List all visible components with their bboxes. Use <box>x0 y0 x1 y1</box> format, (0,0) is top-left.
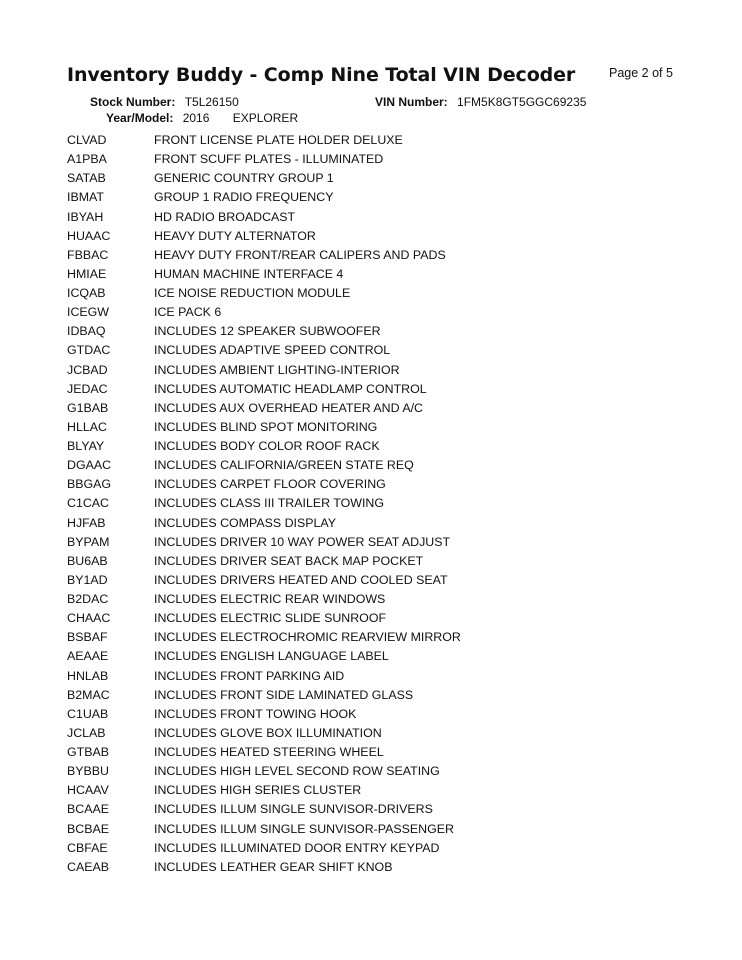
option-row <box>67 647 537 666</box>
option-code: JEDAC <box>67 381 108 396</box>
option-code: IBMAT <box>67 190 104 205</box>
option-description: INCLUDES GLOVE BOX ILLUMINATION <box>154 725 382 740</box>
vin-number-row <box>375 95 586 109</box>
option-description: INCLUDES ELECTROCHROMIC REARVIEW MIRROR <box>154 630 461 645</box>
option-row <box>67 628 537 647</box>
option-code: BSBAF <box>67 630 108 645</box>
option-description: INCLUDES HEATED STEERING WHEEL <box>154 745 384 759</box>
option-row <box>67 667 537 686</box>
option-row <box>67 590 537 609</box>
option-description: ICE NOISE REDUCTION MODULE <box>154 286 351 300</box>
year-model-label: Year/Model: <box>106 111 174 125</box>
option-code: IDBAQ <box>67 324 106 339</box>
option-row <box>67 494 537 513</box>
model-value: EXPLORER <box>232 111 299 125</box>
option-code: BYBBU <box>67 764 110 779</box>
option-row <box>67 361 537 380</box>
option-code: BU6AB <box>67 553 108 568</box>
option-row <box>67 743 537 762</box>
option-row <box>67 820 537 839</box>
option-description: INCLUDES ILLUMINATED DOOR ENTRY KEYPAD <box>154 840 440 855</box>
option-row <box>67 724 537 743</box>
option-description: INCLUDES CLASS III TRAILER TOWING <box>154 496 384 511</box>
option-description: INCLUDES AMBIENT LIGHTING-INTERIOR <box>154 362 400 377</box>
option-row <box>67 322 537 341</box>
option-row <box>67 839 537 858</box>
option-row <box>67 437 537 456</box>
option-description: ICE PACK 6 <box>154 305 222 320</box>
option-row <box>67 456 537 475</box>
option-description: INCLUDES AUX OVERHEAD HEATER AND A/C <box>154 400 423 415</box>
option-row <box>67 227 537 246</box>
option-code: B2MAC <box>67 687 110 702</box>
option-row <box>67 533 537 552</box>
option-description: INCLUDES HIGH SERIES CLUSTER <box>154 783 362 798</box>
option-row <box>67 609 537 628</box>
option-code: CAEAB <box>67 859 110 874</box>
option-code: ICEGW <box>67 305 109 320</box>
option-code: C1CAC <box>67 496 109 511</box>
option-row <box>67 475 537 494</box>
option-description: INCLUDES FRONT PARKING AID <box>154 668 345 683</box>
page-number: Page 2 of 5 <box>609 66 673 80</box>
option-row <box>67 571 537 590</box>
option-row <box>67 265 537 284</box>
option-description: INCLUDES ELECTRIC SLIDE SUNROOF <box>154 611 387 626</box>
option-row <box>67 303 537 322</box>
option-code: A1PBA <box>67 152 107 167</box>
option-row <box>67 188 537 207</box>
stock-number-row <box>90 95 239 109</box>
option-code: HJFAB <box>67 515 106 530</box>
option-code: BLYAY <box>67 439 105 453</box>
option-description: INCLUDES CARPET FLOOR COVERING <box>154 477 386 492</box>
option-code: ICQAB <box>67 286 106 300</box>
option-code: IBYAH <box>67 209 104 224</box>
option-code: BY1AD <box>67 572 108 587</box>
option-code: C1UAB <box>67 706 109 721</box>
option-description: HD RADIO BROADCAST <box>154 209 296 224</box>
option-code: AEAAE <box>67 649 109 664</box>
option-description: FRONT SCUFF PLATES - ILLUMINATED <box>154 152 384 167</box>
option-description: INCLUDES DRIVER 10 WAY POWER SEAT ADJUST <box>154 534 451 549</box>
option-description: HEAVY DUTY FRONT/REAR CALIPERS AND PADS <box>154 247 446 262</box>
option-row <box>67 514 537 533</box>
option-code: HMIAE <box>67 266 107 281</box>
option-code: GTDAC <box>67 343 111 358</box>
option-description: INCLUDES ENGLISH LANGUAGE LABEL <box>154 649 389 664</box>
option-code: FBBAC <box>67 247 109 262</box>
option-code: HNLAB <box>67 668 109 683</box>
option-description: HUMAN MACHINE INTERFACE 4 <box>154 266 344 281</box>
option-row <box>67 208 537 227</box>
option-description: INCLUDES BODY COLOR ROOF RACK <box>154 439 380 453</box>
option-row <box>67 800 537 819</box>
option-row <box>67 341 537 360</box>
option-code: CBFAE <box>67 840 108 855</box>
vin-number-value: 1FM5K8GT5GGC69235 <box>457 95 587 109</box>
option-description: INCLUDES CALIFORNIA/GREEN STATE REQ <box>154 458 414 473</box>
option-description: INCLUDES DRIVER SEAT BACK MAP POCKET <box>154 553 424 568</box>
option-description: INCLUDES ADAPTIVE SPEED CONTROL <box>154 343 391 358</box>
year-value: 2016 <box>182 111 210 125</box>
option-code: CHAAC <box>67 611 111 626</box>
option-description: INCLUDES COMPASS DISPLAY <box>154 515 337 530</box>
option-code: DGAAC <box>67 458 112 473</box>
option-description: INCLUDES LEATHER GEAR SHIFT KNOB <box>154 859 393 874</box>
option-description: GROUP 1 RADIO FREQUENCY <box>154 190 334 205</box>
option-row <box>67 380 537 399</box>
stock-number-label: Stock Number: <box>90 95 176 109</box>
option-code: JCLAB <box>67 725 106 740</box>
option-description: HEAVY DUTY ALTERNATOR <box>154 228 316 243</box>
option-code: SATAB <box>67 171 106 186</box>
option-code: GTBAB <box>67 745 109 759</box>
option-row <box>67 246 537 265</box>
option-code: HUAAC <box>67 228 111 243</box>
option-description: FRONT LICENSE PLATE HOLDER DELUXE <box>154 133 403 147</box>
option-row <box>67 131 537 150</box>
year-model-row <box>106 111 298 125</box>
option-code: B2DAC <box>67 592 109 606</box>
option-description: INCLUDES ILLUM SINGLE SUNVISOR-PASSENGER <box>154 821 454 836</box>
vin-number-label: VIN Number: <box>375 95 448 109</box>
option-row <box>67 284 537 303</box>
page-title: Inventory Buddy - Comp Nine Total VIN Decoder <box>67 64 576 86</box>
stock-number-value: T5L26150 <box>184 95 239 109</box>
option-description: INCLUDES BLIND SPOT MONITORING <box>154 419 378 434</box>
option-code: HLLAC <box>67 419 107 434</box>
option-code-list <box>67 131 537 877</box>
option-code: BYPAM <box>67 534 110 549</box>
option-description: INCLUDES AUTOMATIC HEADLAMP CONTROL <box>154 381 427 396</box>
option-row <box>67 781 537 800</box>
option-code: CLVAD <box>67 133 107 147</box>
option-row <box>67 399 537 418</box>
option-description: GENERIC COUNTRY GROUP 1 <box>154 171 334 186</box>
option-description: INCLUDES DRIVERS HEATED AND COOLED SEAT <box>154 572 448 587</box>
option-description: INCLUDES ELECTRIC REAR WINDOWS <box>154 592 386 606</box>
option-description: INCLUDES ILLUM SINGLE SUNVISOR-DRIVERS <box>154 802 433 817</box>
option-code: G1BAB <box>67 400 109 415</box>
option-row <box>67 418 537 437</box>
option-row <box>67 705 537 724</box>
option-row <box>67 169 537 188</box>
option-description: INCLUDES FRONT SIDE LAMINATED GLASS <box>154 687 414 702</box>
option-description: INCLUDES HIGH LEVEL SECOND ROW SEATING <box>154 764 440 779</box>
option-row <box>67 686 537 705</box>
option-code: BBGAG <box>67 477 112 492</box>
option-row <box>67 762 537 781</box>
option-code: BCBAE <box>67 821 110 836</box>
option-description: INCLUDES FRONT TOWING HOOK <box>154 706 357 721</box>
option-row <box>67 150 537 169</box>
option-description: INCLUDES 12 SPEAKER SUBWOOFER <box>154 324 381 339</box>
option-code: HCAAV <box>67 783 109 798</box>
option-row <box>67 552 537 571</box>
option-code: BCAAE <box>67 802 110 817</box>
option-code: JCBAD <box>67 362 108 377</box>
option-row <box>67 858 537 877</box>
